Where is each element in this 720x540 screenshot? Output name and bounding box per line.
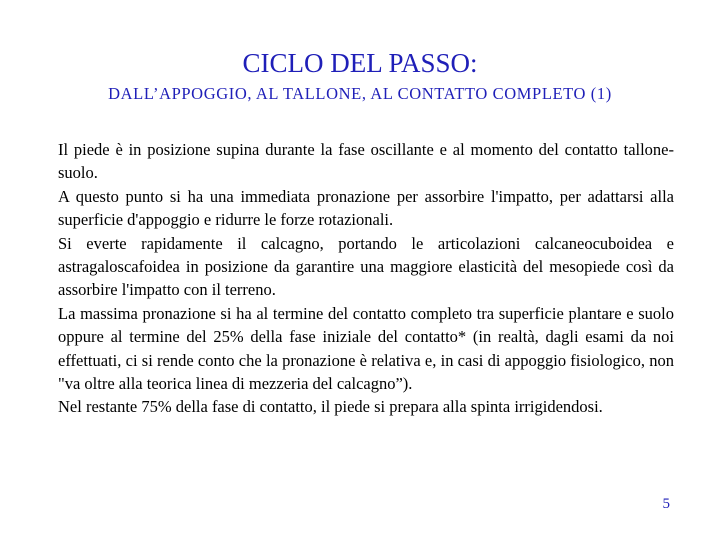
slide-subtitle: DALL’APPOGGIO, AL TALLONE, AL CONTATTO COMPLETO (1) bbox=[108, 84, 612, 103]
paragraph-supination: Il piede è in posizione supina durante la fase oscillante e al momento del contatto tallone-suolo. bbox=[58, 140, 674, 183]
paragraph-pronation-impact: A questo punto si ha una immediata pronazione per assorbire l'impatto, per adattarsi alla superficie d'appoggio e ridurre le forze rotazionali. bbox=[58, 186, 674, 230]
paragraph-maximum-pronation: La massima pronazione si ha al termine del contatto completo tra superficie plantare e suolo oppure al termine del 25% della fase iniziale del contatto* (in realtà, dagli esami da noi effettuati, ci si rende conto che la pronazione è relativa e, in casi di appoggio fisiologico, non "va oltre alla teorica linea di mezzeria del calcagno”). bbox=[58, 303, 674, 394]
page-number: 5 bbox=[662, 496, 670, 512]
slide-title: CICLO DEL PASSO: bbox=[242, 48, 478, 78]
body-text bbox=[58, 138, 674, 419]
paragraph-push-preparation: Nel restante 75% della fase di contatto, il piede si prepara alla spinta irrigidendosi. bbox=[58, 397, 603, 417]
paragraph-calcaneus-eversion: Si everte rapidamente il calcagno, portando le articolazioni calcaneocuboidea e astragaloscafoidea in posizione da garantire una maggiore elasticità del mesopiede così da assorbire l'impatto con il terreno. bbox=[58, 233, 674, 300]
